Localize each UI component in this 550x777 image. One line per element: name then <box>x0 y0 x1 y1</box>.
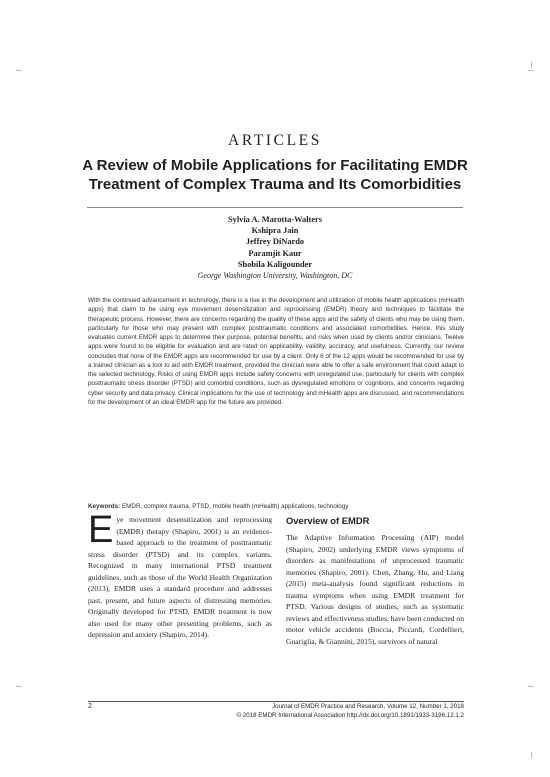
page-number: 2 <box>88 703 92 710</box>
crop-mark <box>16 686 22 687</box>
section-title: Overview of EMDR <box>286 515 370 526</box>
abstract: With the continued advancement in technology, there is a rise in the development and utilization of mobile health applications (mHealth apps) that claim to be using eye movement desensitization and reprocessing (EMDR) theory and techniques to facilitate the therapeutic process. However, there are concerns regarding the quality of these apps and the safety of clients who may be using them, particularly for those who may present with complex posttraumatic conditions and associated comorbidities. Hence, this study evaluates current EMDR apps to determine their purpose, potential benefits, and risks when used by clients and/or clinicians. Twelve apps were found to be eligible for evaluation and are rated on applicability, validity, accuracy, and usefulness. Currently, our review concludes that none of the EMDR apps are recommended for use by a client. Only 6 of the 12 apps would be recommended for use by a trained clinician as a tool to aid with EMDR treatment, provided the clinician were able to offer a safe environment that could adapt to the selected technology. Risks of using EMDR apps include safety concerns with unregulated use, particularly for clients with complex posttraumatic stress disorder (PTSD) and comorbid conditions, such as dysregulated emotions or cognitions, and concerns regarding cyber security and data privacy. Clinical implications for the use of technology and mHealth apps are discussed, and recommendations for the development of an ideal EMDR app for the future are provided. <box>88 297 464 406</box>
author-name: Paramjit Kaur <box>248 248 302 258</box>
keywords <box>88 502 464 511</box>
keywords-label: Keywords: <box>88 503 121 510</box>
keywords-text: EMDR, complex trauma, PTSD, mobile health (mHealth) applications, technology <box>121 503 349 510</box>
crop-mark <box>16 70 22 71</box>
author-block <box>0 214 550 281</box>
body-left-text: ye movement desensitization and reprocessing (EMDR) therapy (Shapiro, 2001) is an evidence-based approach to the treatment of posttraumatic stress disorder (PTSD) and its complex variants. Recognized in many international PTSD treatment guidelines, such as those of the World Health Organization (2013), EMDR uses a standard procedure and addresses past, present, and future aspects of distressing memories. Originally developed for PTSD, EMDR treatment is now also used for many other presenting problems, such as depression and anxiety (Shapiro, 2014). <box>88 515 272 639</box>
crop-mark <box>528 686 534 687</box>
article-title: A Review of Mobile Applications for Facilitating EMDR Treatment of Complex Trauma and Its Comorbidities <box>82 157 468 193</box>
crop-mark <box>528 70 534 71</box>
crop-mark <box>531 752 532 758</box>
journal-line: Journal of EMDR Practice and Research, Volume 12, Number 1, 2018 <box>272 703 464 710</box>
body-right-text: The Adaptive Information Processing (AIP) model (Shapiro, 2002) underlying EMDR views symptoms of disorders as manifestations of unprocessed traumatic memories (Shapiro, 2001). Chen, Zhang, Hu, and Liang (2015) meta-analysis found significant reductions in trauma symptoms when using EMDR treatment for PTSD. Various designs of studies, such as systematic reviews and effectiveness studies, have been conducted on motor vehicle accidents (Boccia, Piccardi, Cordellieri, Guariglia, & Giannini, 2015), survivors of natural <box>286 533 464 646</box>
footer-rule <box>88 701 464 702</box>
body-left-column <box>88 509 272 641</box>
author-name: Sylvia A. Marotta-Walters <box>227 215 323 224</box>
title-rule <box>87 207 463 208</box>
author-name: Jeffrey DiNardo <box>245 237 305 247</box>
copyright-line: © 2018 EMDR International Association http://dx.doi.org/10.1891/1933-3196.12.1.2 <box>236 711 464 719</box>
author-name: Shobila Kaligounder <box>237 259 313 269</box>
drop-cap: E <box>88 509 114 551</box>
crop-mark <box>531 62 532 68</box>
affiliation: George Washington University, Washington, DC <box>197 271 353 281</box>
section-header: ARTICLES <box>228 132 322 149</box>
body-right-column <box>286 514 464 647</box>
journal-citation <box>230 703 464 720</box>
author-name: Kshipra Jain <box>251 226 299 236</box>
